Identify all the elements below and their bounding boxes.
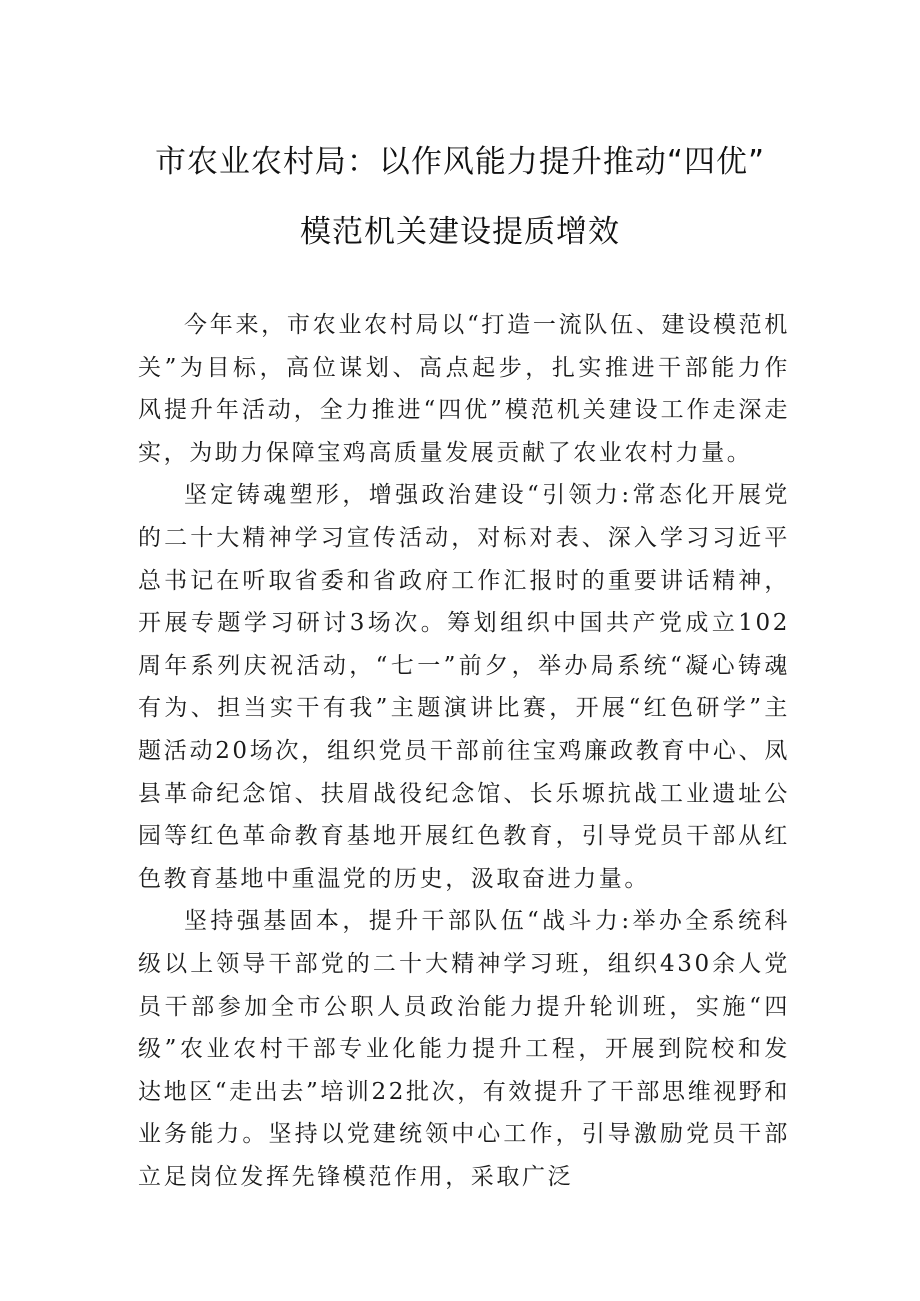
- document-body: [138, 304, 790, 1198]
- paragraph-political-building: 坚定铸魂塑形，增强政治建设“引领力:常态化开展党的二十大精神学习宣传活动，对标对表、深入学习习近平总书记在听取省委和省政府工作汇报时的重要讲话精神，开展专题学习研讨3场次。筹划组织中国共产党成立102周年系列庆祝活动，“七一”前夕，举办局系统“凝心铸魂有为、担当实干有我”主题演讲比赛，开展“红色研学”主题活动20场次，组织党员干部前往宝鸡廉政教育中心、凤县革命纪念馆、扶眉战役纪念馆、长乐塬抗战工业遗址公园等红色革命教育基地开展红色教育，引导党员干部从红色教育基地中重温党的历史，汲取奋进力量。: [138, 482, 790, 892]
- document-title-line-1: 市农业农村局：以作风能力提升推动“四优”: [154, 144, 766, 180]
- document-title-line-2: 模范机关建设提质增效: [300, 214, 620, 250]
- paragraph-intro: 今年来，市农业农村局以“打造一流队伍、建设模范机关”为目标，高位谋划、高点起步，扎实推进干部能力作风提升年活动，全力推进“四优”模范机关建设工作走深走实，为助力保障宝鸡高质量发展贡献了农业农村力量。: [138, 312, 790, 466]
- paragraph-team-building: 坚持强基固本，提升干部队伍“战斗力:举办全系统科级以上领导干部党的二十大精神学习班，组织430余人党员干部参加全市公职人员政治能力提升轮训班，实施“四级”农业农村干部专业化能力提升工程，开展到院校和发达地区“走出去”培训22批次，有效提升了干部思维视野和业务能力。坚持以党建统领中心工作，引导激励党员干部立足岗位发挥先锋模范作用，采取广泛: [138, 908, 790, 1190]
